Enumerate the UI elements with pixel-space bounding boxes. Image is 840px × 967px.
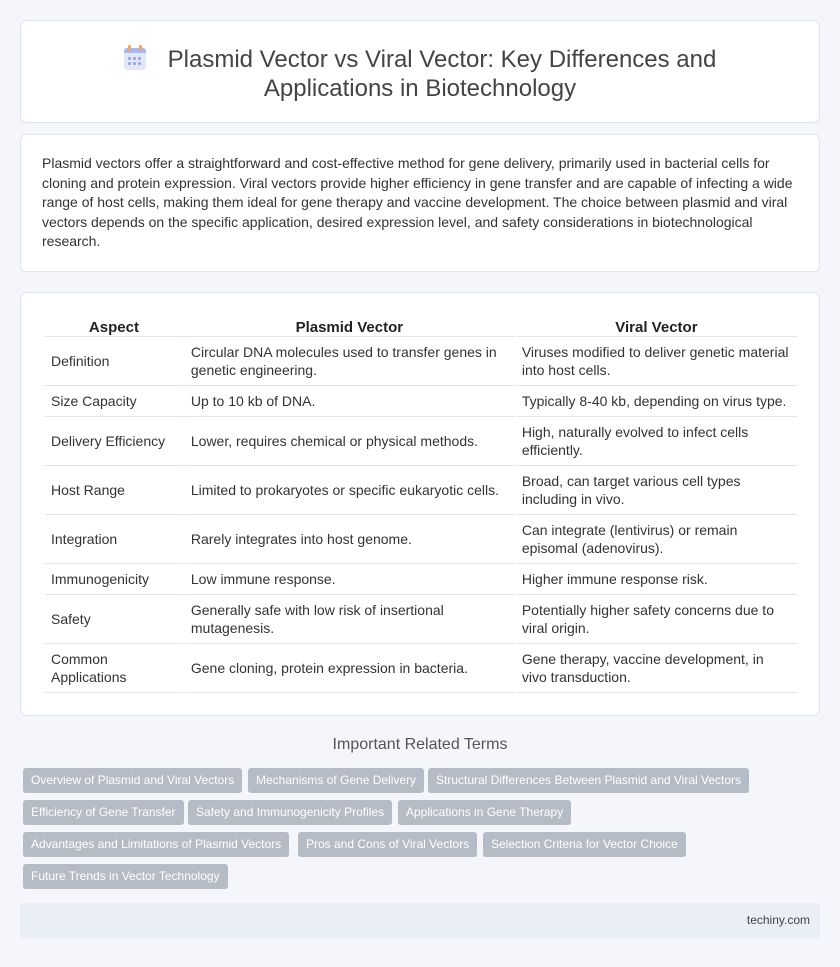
intro-paragraph: Plasmid vectors offer a straightforward and cost-effective method for gene delivery, primarily used in bacterial cells for cloning and protein expression. Viral vectors provide higher efficiency in gene transfer and are capable of infecting a wide range of host cells, making them ideal for gene therapy and vaccine development. The choice between plasmid and viral vectors depends on the specific application, desired expression level, and safety considerations in biotechnological research. bbox=[42, 155, 793, 249]
header-aspect: Aspect bbox=[45, 315, 183, 337]
header-viral: Viral Vector bbox=[516, 315, 797, 337]
cell-plasmid: Low immune response. bbox=[185, 564, 514, 595]
table-row bbox=[45, 595, 797, 644]
page-title-text: Plasmid Vector vs Viral Vector: Key Differences and Applications in Biotechnology bbox=[167, 46, 717, 102]
comparison-card bbox=[20, 292, 820, 716]
intro-card bbox=[20, 134, 820, 272]
table-row bbox=[45, 337, 797, 386]
cell-plasmid: Up to 10 kb of DNA. bbox=[185, 386, 514, 417]
related-term-tag[interactable]: Efficiency of Gene Transfer bbox=[23, 800, 184, 825]
footer-site: techiny.com bbox=[746, 913, 810, 927]
header-plasmid: Plasmid Vector bbox=[185, 315, 514, 337]
cell-viral: High, naturally evolved to infect cells efficiently. bbox=[516, 417, 797, 466]
calendar-icon bbox=[124, 48, 146, 70]
related-term-tag[interactable]: Applications in Gene Therapy bbox=[398, 800, 571, 825]
footer bbox=[20, 903, 820, 938]
cell-aspect: Size Capacity bbox=[45, 386, 183, 417]
table-row bbox=[45, 417, 797, 466]
cell-plasmid: Limited to prokaryotes or specific eukaryotic cells. bbox=[185, 466, 514, 515]
cell-plasmid: Gene cloning, protein expression in bacteria. bbox=[185, 644, 514, 693]
cell-viral: Higher immune response risk. bbox=[516, 564, 797, 595]
cell-viral: Broad, can target various cell types including in vivo. bbox=[516, 466, 797, 515]
cell-aspect: Host Range bbox=[45, 466, 183, 515]
cell-plasmid: Lower, requires chemical or physical methods. bbox=[185, 417, 514, 466]
cell-plasmid: Circular DNA molecules used to transfer genes in genetic engineering. bbox=[185, 337, 514, 386]
cell-viral: Can integrate (lentivirus) or remain episomal (adenovirus). bbox=[516, 515, 797, 564]
cell-aspect: Safety bbox=[45, 595, 183, 644]
table-row bbox=[45, 466, 797, 515]
cell-plasmid: Generally safe with low risk of insertional mutagenesis. bbox=[185, 595, 514, 644]
related-term-tag[interactable]: Overview of Plasmid and Viral Vectors bbox=[23, 768, 242, 793]
related-term-tag[interactable]: Future Trends in Vector Technology bbox=[23, 864, 228, 889]
cell-viral: Gene therapy, vaccine development, in vivo transduction. bbox=[516, 644, 797, 693]
related-term-tag[interactable]: Advantages and Limitations of Plasmid Vectors bbox=[23, 832, 289, 857]
related-term-tag[interactable]: Selection Criteria for Vector Choice bbox=[483, 832, 686, 857]
related-term-tag[interactable]: Mechanisms of Gene Delivery bbox=[248, 768, 424, 793]
cell-viral: Typically 8-40 kb, depending on virus type. bbox=[516, 386, 797, 417]
related-terms-title: Important Related Terms bbox=[332, 736, 508, 753]
table-header-row bbox=[45, 315, 797, 337]
cell-aspect: Common Applications bbox=[45, 644, 183, 693]
page-title bbox=[21, 45, 819, 103]
cell-aspect: Delivery Efficiency bbox=[45, 417, 183, 466]
table-row bbox=[45, 564, 797, 595]
cell-aspect: Definition bbox=[45, 337, 183, 386]
cell-viral: Viruses modified to deliver genetic material into host cells. bbox=[516, 337, 797, 386]
cell-viral: Potentially higher safety concerns due to viral origin. bbox=[516, 595, 797, 644]
related-term-tag[interactable]: Safety and Immunogenicity Profiles bbox=[188, 800, 392, 825]
cell-aspect: Integration bbox=[45, 515, 183, 564]
table-row bbox=[45, 515, 797, 564]
table-row bbox=[45, 644, 797, 693]
related-term-tag[interactable]: Structural Differences Between Plasmid and Viral Vectors bbox=[428, 768, 749, 793]
title-card bbox=[20, 20, 820, 123]
table-row bbox=[45, 386, 797, 417]
cell-aspect: Immunogenicity bbox=[45, 564, 183, 595]
cell-plasmid: Rarely integrates into host genome. bbox=[185, 515, 514, 564]
related-term-tag[interactable]: Pros and Cons of Viral Vectors bbox=[298, 832, 477, 857]
comparison-table bbox=[43, 315, 799, 693]
